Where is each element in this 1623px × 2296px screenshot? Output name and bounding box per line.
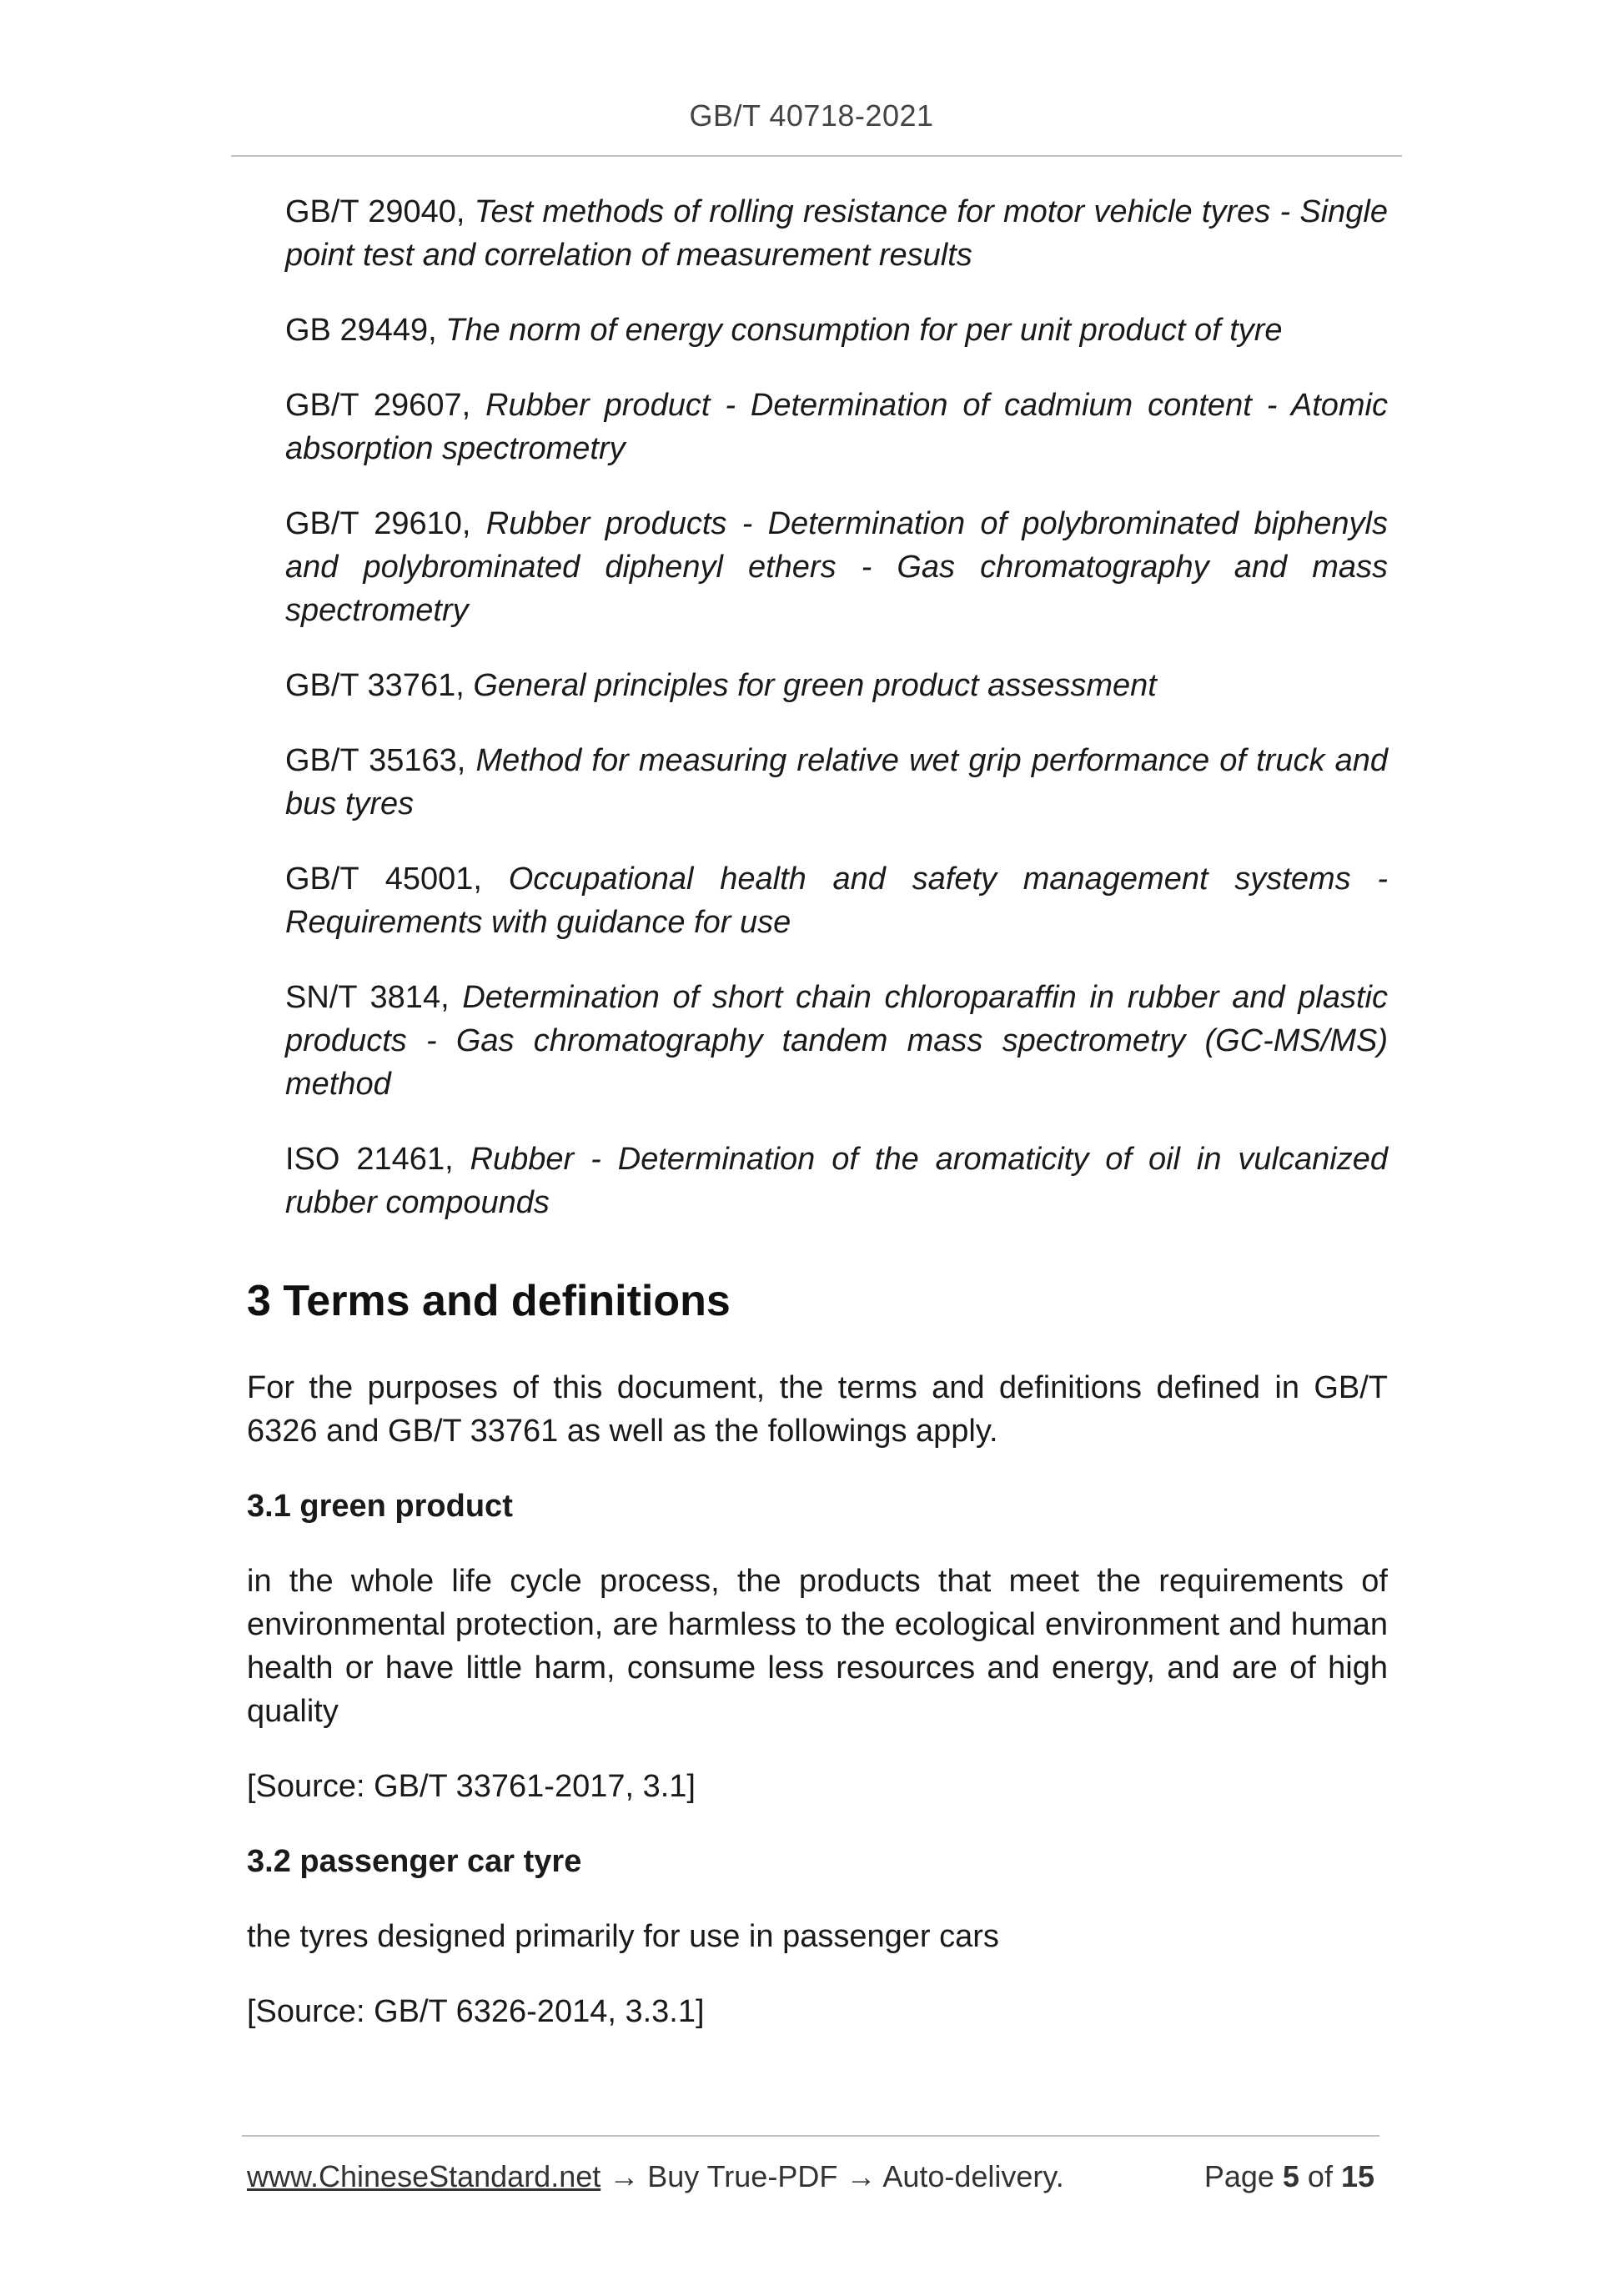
term-heading-passenger-car-tyre: 3.2 passenger car tyre xyxy=(247,1844,582,1879)
reference-title: Determination of short chain chloroparaffin in rubber and plastic products - Gas chromatography tandem mass spectrometry (GC-MS/MS) method xyxy=(285,980,1388,1102)
reference-item xyxy=(285,502,1388,632)
reference-title: Rubber product - Determination of cadmium content - Atomic absorption spectrometry xyxy=(285,388,1388,466)
reference-title: General principles for green product assessment xyxy=(473,668,1157,703)
reference-item xyxy=(285,309,1388,352)
reference-code: GB/T 35163, xyxy=(285,743,476,778)
page-label: Page xyxy=(1203,2159,1283,2193)
term-source: [Source: GB/T 33761-2017, 3.1] xyxy=(247,1769,696,1804)
footer-promo xyxy=(247,2156,1064,2198)
reference-title: Rubber products - Determination of polybrominated biphenyls and polybrominated diphenyl ethers - Gas chromatography and mass spectrometry xyxy=(285,506,1389,628)
header-divider xyxy=(231,155,1402,157)
page-number xyxy=(1204,2156,1374,2198)
reference-code: GB/T 29607, xyxy=(285,388,486,423)
reference-code: GB/T 29040, xyxy=(285,194,475,229)
footer-divider xyxy=(242,2135,1379,2137)
reference-title: Method for measuring relative wet grip performance of truck and bus tyres xyxy=(285,743,1389,821)
reference-code: SN/T 3814, xyxy=(285,980,463,1015)
page-current: 5 xyxy=(1282,2159,1299,2193)
section-intro: For the purposes of this document, the terms and definitions defined in GB/T 6326 and GB/T 33761 as well as the followings apply. xyxy=(247,1370,1388,1449)
reference-title: Test methods of rolling resistance for motor vehicle tyres - Single point test and correlation of measurement results xyxy=(285,194,1389,273)
section-heading: 3 Terms and definitions xyxy=(247,1277,731,1325)
term-definition: in the whole life cycle process, the products that meet the requirements of environmental protection, are harmless to the ecological environment and human health or have little harm, consume less resources and energy, and are of high quality xyxy=(247,1564,1388,1729)
reference-item xyxy=(285,384,1388,470)
term-definition: the tyres designed primarily for use in passenger cars xyxy=(247,1919,999,1954)
reference-code: GB/T 45001, xyxy=(285,862,509,897)
terms-and-definitions-section xyxy=(247,1268,1388,2065)
page-header-doc-id: GB/T 40718-2021 xyxy=(689,98,934,133)
reference-title: The norm of energy consumption for per unit product of tyre xyxy=(445,313,1283,348)
reference-item xyxy=(285,857,1388,944)
page-total: 15 xyxy=(1340,2159,1374,2193)
reference-item xyxy=(285,190,1388,277)
reference-item xyxy=(285,739,1388,826)
site-link[interactable]: www.ChineseStandard.net xyxy=(247,2159,601,2193)
footer-tagline: → Buy True-PDF → Auto-delivery. xyxy=(600,2159,1064,2193)
reference-code: ISO 21461, xyxy=(285,1142,470,1177)
term-source: [Source: GB/T 6326-2014, 3.3.1] xyxy=(247,1994,705,2029)
term-heading-green-product: 3.1 green product xyxy=(247,1489,513,1524)
reference-code: GB 29449, xyxy=(285,313,446,348)
reference-title: Rubber - Determination of the aromaticity of oil in vulcanized rubber compounds xyxy=(285,1142,1388,1220)
reference-code: GB/T 29610, xyxy=(285,506,486,541)
page-of-label: of xyxy=(1299,2159,1341,2193)
reference-item xyxy=(285,664,1388,707)
normative-references-list xyxy=(285,190,1388,1256)
reference-item xyxy=(285,976,1388,1106)
reference-title: Occupational health and safety management systems - Requirements with guidance for use xyxy=(285,862,1389,940)
reference-code: GB/T 33761, xyxy=(285,668,474,703)
reference-item xyxy=(285,1138,1388,1224)
